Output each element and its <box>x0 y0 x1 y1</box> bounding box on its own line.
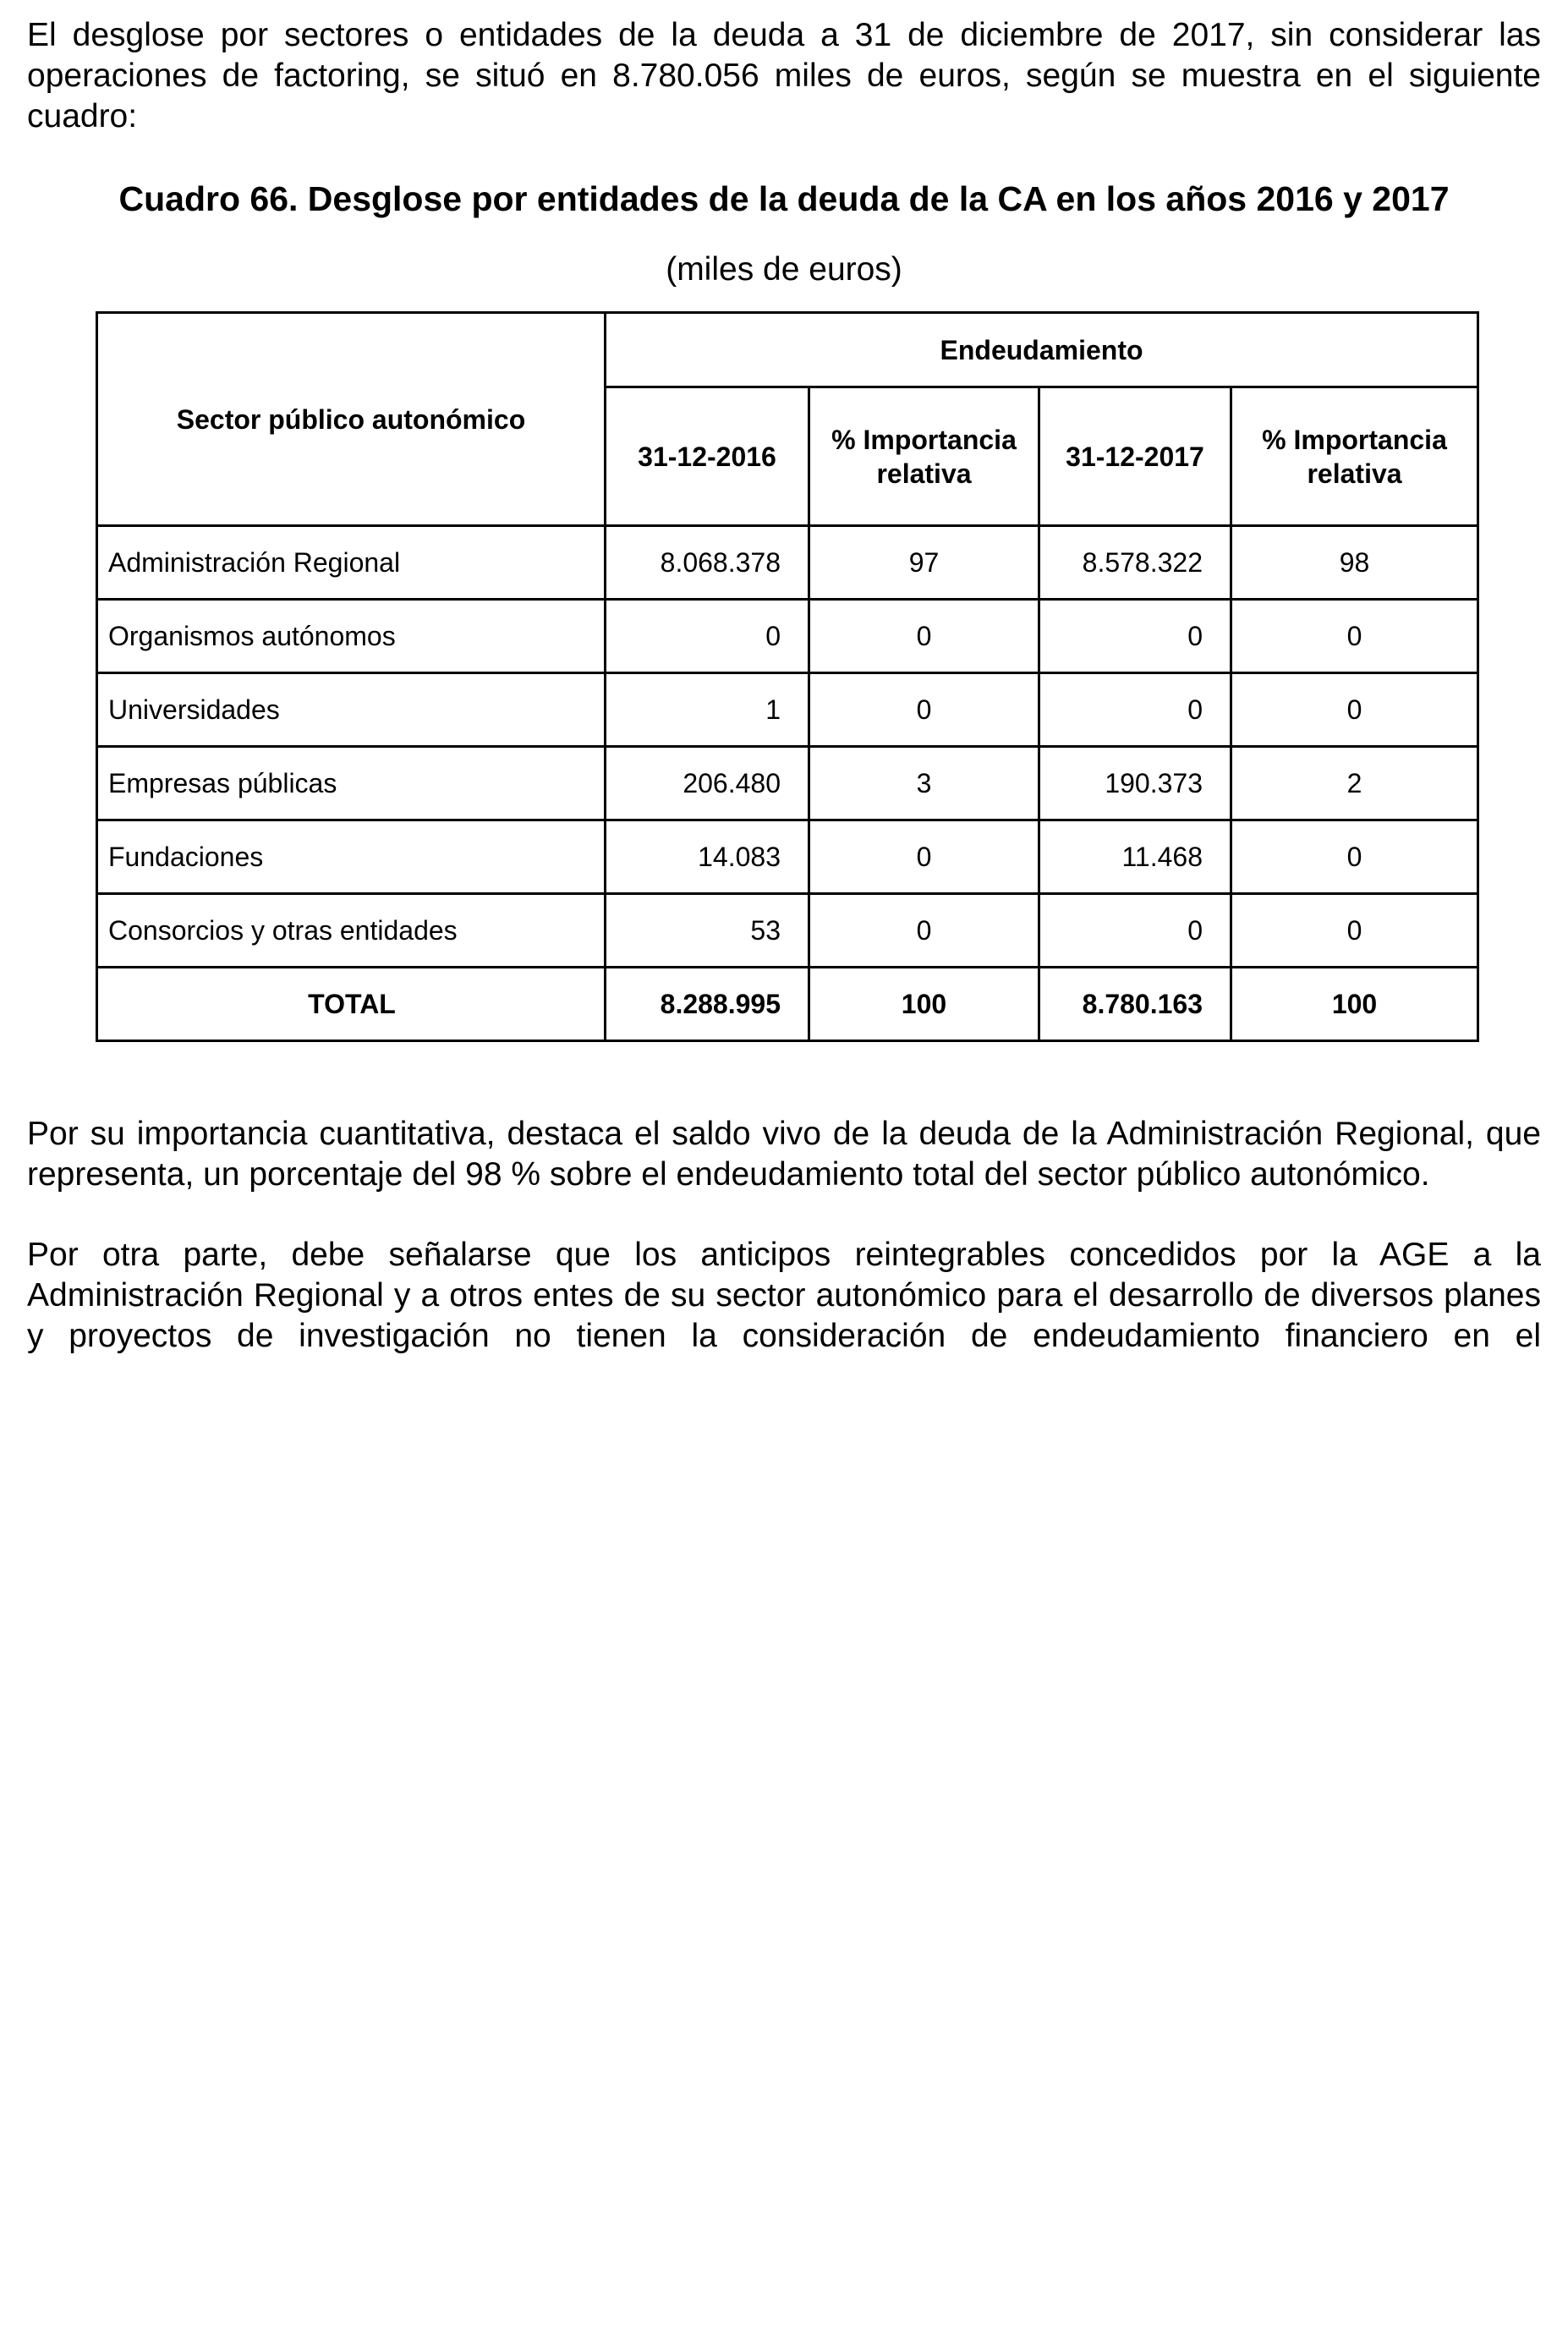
row-name: Administración Regional <box>97 526 606 600</box>
row-name: Fundaciones <box>97 820 606 894</box>
row-name: Organismos autónomos <box>97 600 606 673</box>
row-value-2017: 11.468 <box>1039 820 1231 894</box>
row-name: Consorcios y otras entidades <box>97 894 606 968</box>
row-pct-2016: 0 <box>809 600 1039 673</box>
row-pct-2016: 0 <box>809 894 1039 968</box>
row-pct-2017: 2 <box>1231 747 1478 820</box>
table-row <box>97 673 1478 747</box>
table-row <box>97 747 1478 820</box>
row-pct-2017: 98 <box>1231 526 1478 600</box>
debt-table <box>96 311 1479 1042</box>
row-value-2017: 190.373 <box>1039 747 1231 820</box>
total-pct-2016: 100 <box>809 968 1039 1041</box>
row-pct-2016: 0 <box>809 820 1039 894</box>
row-pct-2017: 0 <box>1231 600 1478 673</box>
header-pct-2017: % Importancia relativa <box>1231 387 1478 526</box>
row-value-2016: 8.068.378 <box>606 526 809 600</box>
table-row <box>97 600 1478 673</box>
header-endeudamiento: Endeudamiento <box>606 313 1478 387</box>
header-2017: 31-12-2017 <box>1039 387 1231 526</box>
row-value-2016: 0 <box>606 600 809 673</box>
row-value-2016: 14.083 <box>606 820 809 894</box>
total-value-2016: 8.288.995 <box>606 968 809 1041</box>
header-sector: Sector público autonómico <box>97 313 606 526</box>
table-row <box>97 820 1478 894</box>
intro-paragraph: El desglose por sectores o entidades de la deuda a 31 de diciembre de 2017, sin considerar las operaciones de factoring, se situó en 8.780.056 miles de euros, según se muestra en el siguiente cuadro: <box>27 17 1541 134</box>
row-pct-2017: 0 <box>1231 820 1478 894</box>
row-value-2016: 53 <box>606 894 809 968</box>
row-pct-2017: 0 <box>1231 673 1478 747</box>
row-name: Empresas públicas <box>97 747 606 820</box>
table-total-row <box>97 968 1478 1041</box>
row-value-2017: 8.578.322 <box>1039 526 1231 600</box>
units-label: (miles de euros) <box>666 251 902 288</box>
row-pct-2017: 0 <box>1231 894 1478 968</box>
header-pct-2016: % Importancia relativa <box>809 387 1039 526</box>
row-value-2016: 206.480 <box>606 747 809 820</box>
row-value-2017: 0 <box>1039 673 1231 747</box>
paragraph-3: Por otra parte, debe señalarse que los anticipos reintegrables concedidos por la AGE a la Administración Regional y a otros entes de su sector autonómico para el desarrollo de diversos planes y proyectos de investigación no tienen la consideración de endeudamiento financiero en el <box>27 1237 1541 1354</box>
paragraph-2: Por su importancia cuantitativa, destaca el saldo vivo de la deuda de la Administración Regional, que representa, un porcentaje del 98 % sobre el endeudamiento total del sector público autonómico. <box>27 1116 1541 1193</box>
table-caption: Cuadro 66. Desglose por entidades de la deuda de la CA en los años 2016 y 2017 <box>118 179 1450 218</box>
row-pct-2016: 3 <box>809 747 1039 820</box>
header-2016: 31-12-2016 <box>606 387 809 526</box>
row-pct-2016: 0 <box>809 673 1039 747</box>
total-pct-2017: 100 <box>1231 968 1478 1041</box>
table-row <box>97 894 1478 968</box>
row-name: Universidades <box>97 673 606 747</box>
row-value-2016: 1 <box>606 673 809 747</box>
total-value-2017: 8.780.163 <box>1039 968 1231 1041</box>
total-label: TOTAL <box>97 968 606 1041</box>
row-value-2017: 0 <box>1039 894 1231 968</box>
row-value-2017: 0 <box>1039 600 1231 673</box>
row-pct-2016: 97 <box>809 526 1039 600</box>
table-row <box>97 526 1478 600</box>
